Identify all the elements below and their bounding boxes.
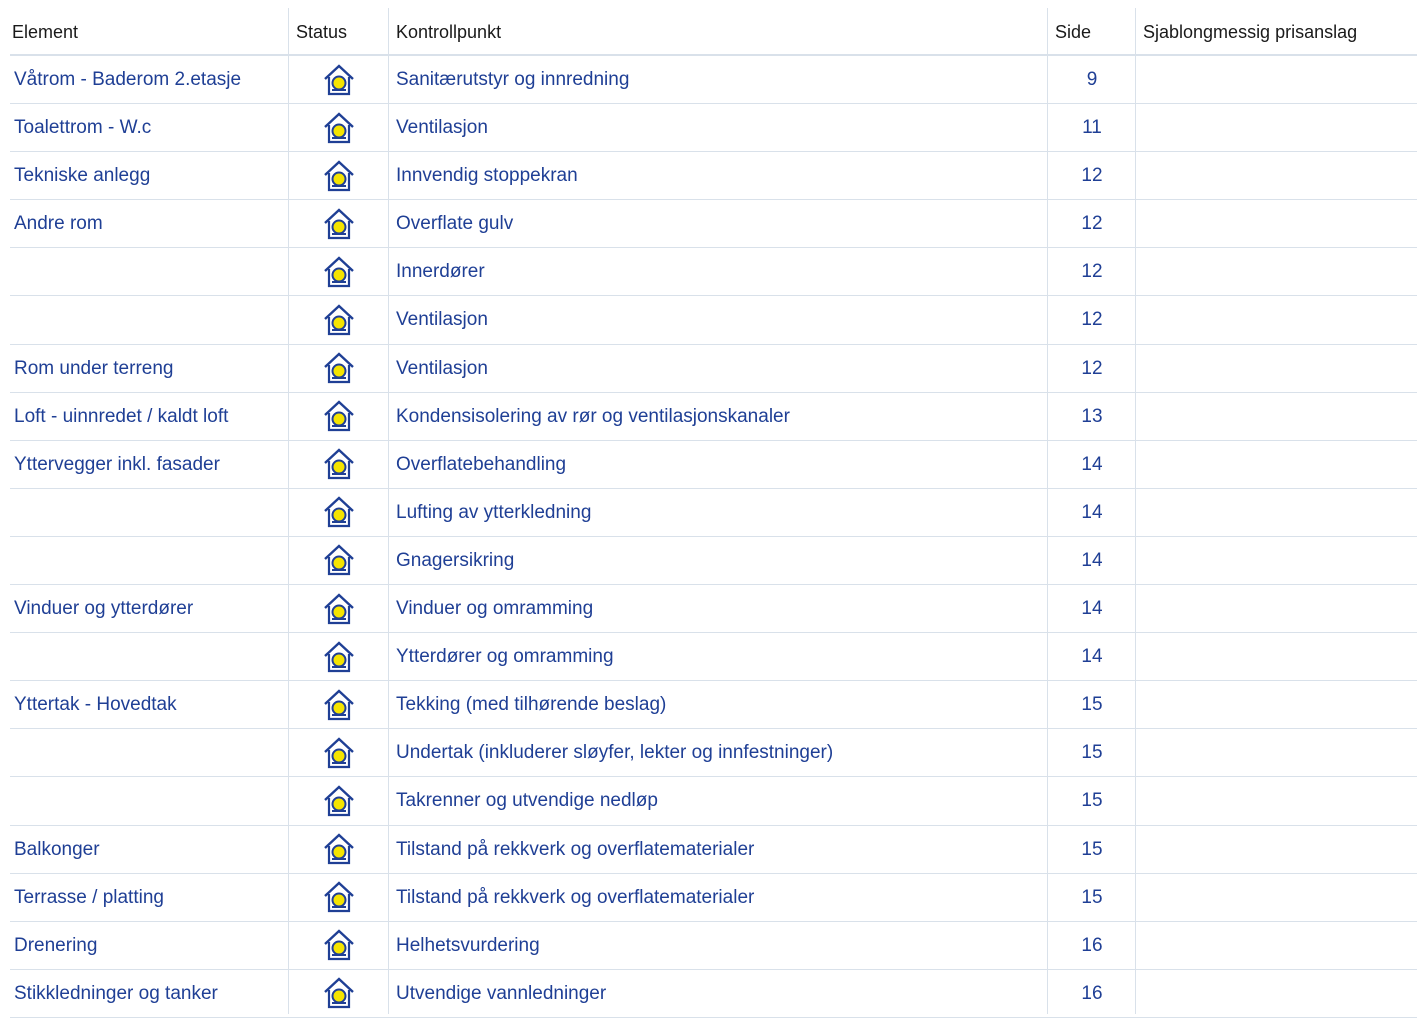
status-cell <box>289 393 389 440</box>
side-cell: 15 <box>1081 790 1103 812</box>
status-cell <box>289 345 389 392</box>
table-row <box>10 441 1417 489</box>
kontrollpunkt-cell[interactable]: Tilstand på rekkverk og overflatematerialer <box>396 838 755 860</box>
table-row <box>10 537 1417 585</box>
table-row <box>10 393 1417 441</box>
table-row <box>10 874 1417 922</box>
table-row <box>10 729 1417 777</box>
side-cell: 14 <box>1081 501 1103 523</box>
kontrollpunkt-cell[interactable]: Utvendige vannledninger <box>396 982 607 1004</box>
element-cell[interactable]: Drenering <box>14 934 98 956</box>
house-sun-icon <box>323 352 355 384</box>
house-sun-icon <box>323 160 355 192</box>
kontrollpunkt-cell[interactable]: Tilstand på rekkverk og overflatematerialer <box>396 886 755 908</box>
side-cell: 14 <box>1081 598 1103 620</box>
house-sun-icon <box>323 593 355 625</box>
header-kontrollpunkt: Kontrollpunkt <box>396 22 502 42</box>
table-header <box>10 8 1417 56</box>
header-element: Element <box>12 22 79 42</box>
status-cell <box>289 56 389 103</box>
table-row <box>10 633 1417 681</box>
element-cell[interactable]: Stikkledninger og tanker <box>14 982 218 1004</box>
element-cell[interactable]: Yttervegger inkl. fasader <box>14 453 220 475</box>
status-cell <box>289 922 389 969</box>
kontrollpunkt-cell[interactable]: Tekking (med tilhørende beslag) <box>396 694 667 716</box>
element-cell[interactable]: Loft - uinnredet / kaldt loft <box>14 405 229 427</box>
house-sun-icon <box>323 641 355 673</box>
table-row <box>10 345 1417 393</box>
status-cell <box>289 585 389 632</box>
table-row <box>10 248 1417 296</box>
kontrollpunkt-cell[interactable]: Ventilasjon <box>396 357 488 379</box>
house-sun-icon <box>323 400 355 432</box>
house-sun-icon <box>323 929 355 961</box>
element-cell[interactable]: Vinduer og ytterdører <box>14 598 194 620</box>
kontrollpunkt-cell[interactable]: Innerdører <box>396 261 485 283</box>
table-body <box>10 56 1417 1018</box>
side-cell: 13 <box>1081 405 1103 427</box>
table-row <box>10 826 1417 874</box>
kontrollpunkt-cell[interactable]: Lufting av ytterkledning <box>396 501 592 523</box>
kontrollpunkt-cell[interactable]: Ventilasjon <box>396 309 488 331</box>
kontrollpunkt-cell[interactable]: Ytterdører og omramming <box>396 646 614 668</box>
side-cell: 16 <box>1081 934 1103 956</box>
table-row <box>10 681 1417 729</box>
status-cell <box>289 296 389 343</box>
side-cell: 15 <box>1081 742 1103 764</box>
table-row <box>10 104 1417 152</box>
status-cell <box>289 441 389 488</box>
side-cell: 11 <box>1082 117 1102 139</box>
side-cell: 15 <box>1081 886 1103 908</box>
table-row <box>10 152 1417 200</box>
side-cell: 14 <box>1081 549 1103 571</box>
house-sun-icon <box>323 112 355 144</box>
header-status: Status <box>296 22 348 42</box>
kontrollpunkt-cell[interactable]: Kondensisolering av rør og ventilasjonskanaler <box>396 405 790 427</box>
house-sun-icon <box>323 881 355 913</box>
side-cell: 14 <box>1081 453 1103 475</box>
status-cell <box>289 152 389 199</box>
element-cell[interactable]: Terrasse / platting <box>14 886 164 908</box>
table-row <box>10 200 1417 248</box>
table-row <box>10 585 1417 633</box>
element-cell[interactable]: Rom under terreng <box>14 357 174 379</box>
element-cell[interactable]: Toalettrom - W.c <box>14 117 152 139</box>
element-cell[interactable]: Våtrom - Baderom 2.etasje <box>14 69 242 90</box>
house-sun-icon <box>323 208 355 240</box>
kontrollpunkt-cell[interactable]: Takrenner og utvendige nedløp <box>396 790 658 812</box>
element-cell[interactable]: Tekniske anlegg <box>14 165 151 187</box>
kontrollpunkt-cell[interactable]: Ventilasjon <box>396 117 488 139</box>
table-row <box>10 922 1417 970</box>
house-sun-icon <box>323 544 355 576</box>
element-cell[interactable]: Yttertak - Hovedtak <box>14 694 177 716</box>
status-cell <box>289 826 389 873</box>
side-cell: 12 <box>1081 213 1103 235</box>
status-cell <box>289 489 389 536</box>
house-sun-icon <box>323 689 355 721</box>
house-sun-icon <box>323 496 355 528</box>
side-cell: 12 <box>1081 309 1103 331</box>
status-cell <box>289 729 389 776</box>
element-cell[interactable]: Balkonger <box>14 838 100 860</box>
status-cell <box>289 104 389 151</box>
house-sun-icon <box>323 448 355 480</box>
status-cell <box>289 970 389 1017</box>
side-cell: 12 <box>1081 357 1103 379</box>
kontrollpunkt-cell[interactable]: Undertak (inkluderer sløyfer, lekter og innfestninger) <box>396 742 834 764</box>
side-cell: 14 <box>1081 646 1103 668</box>
table-row <box>10 296 1417 344</box>
house-sun-icon <box>323 304 355 336</box>
kontrollpunkt-cell[interactable]: Sanitærutstyr og innredning <box>396 69 630 90</box>
table-row <box>10 777 1417 825</box>
status-cell <box>289 681 389 728</box>
house-sun-icon <box>323 64 355 96</box>
side-cell: 15 <box>1081 838 1103 860</box>
table-row <box>10 970 1417 1018</box>
status-cell <box>289 537 389 584</box>
house-sun-icon <box>323 737 355 769</box>
table-row <box>10 56 1417 104</box>
header-side: Side <box>1055 22 1092 42</box>
status-cell <box>289 874 389 921</box>
side-cell: 15 <box>1081 694 1103 716</box>
table-row <box>10 489 1417 537</box>
house-sun-icon <box>323 785 355 817</box>
kontrollpunkt-cell[interactable]: Helhetsvurdering <box>396 934 540 956</box>
house-sun-icon <box>323 977 355 1009</box>
status-cell <box>289 633 389 680</box>
side-cell: 16 <box>1081 982 1103 1004</box>
kontrollpunkt-cell[interactable]: Vinduer og omramming <box>396 598 594 620</box>
side-cell: 12 <box>1081 261 1103 283</box>
header-prisanslag: Sjablongmessig prisanslag <box>1143 22 1358 42</box>
status-cell <box>289 248 389 295</box>
side-cell: 9 <box>1086 69 1098 90</box>
status-cell <box>289 777 389 824</box>
house-sun-icon <box>323 833 355 865</box>
kontrollpunkt-cell[interactable]: Innvendig stoppekran <box>396 165 578 187</box>
status-cell <box>289 200 389 247</box>
element-cell[interactable]: Andre rom <box>14 213 103 235</box>
kontrollpunkt-cell[interactable]: Overflate gulv <box>396 213 514 235</box>
kontrollpunkt-cell[interactable]: Gnagersikring <box>396 549 515 571</box>
house-sun-icon <box>323 256 355 288</box>
kontrollpunkt-cell[interactable]: Overflatebehandling <box>396 453 567 475</box>
side-cell: 12 <box>1081 165 1103 187</box>
